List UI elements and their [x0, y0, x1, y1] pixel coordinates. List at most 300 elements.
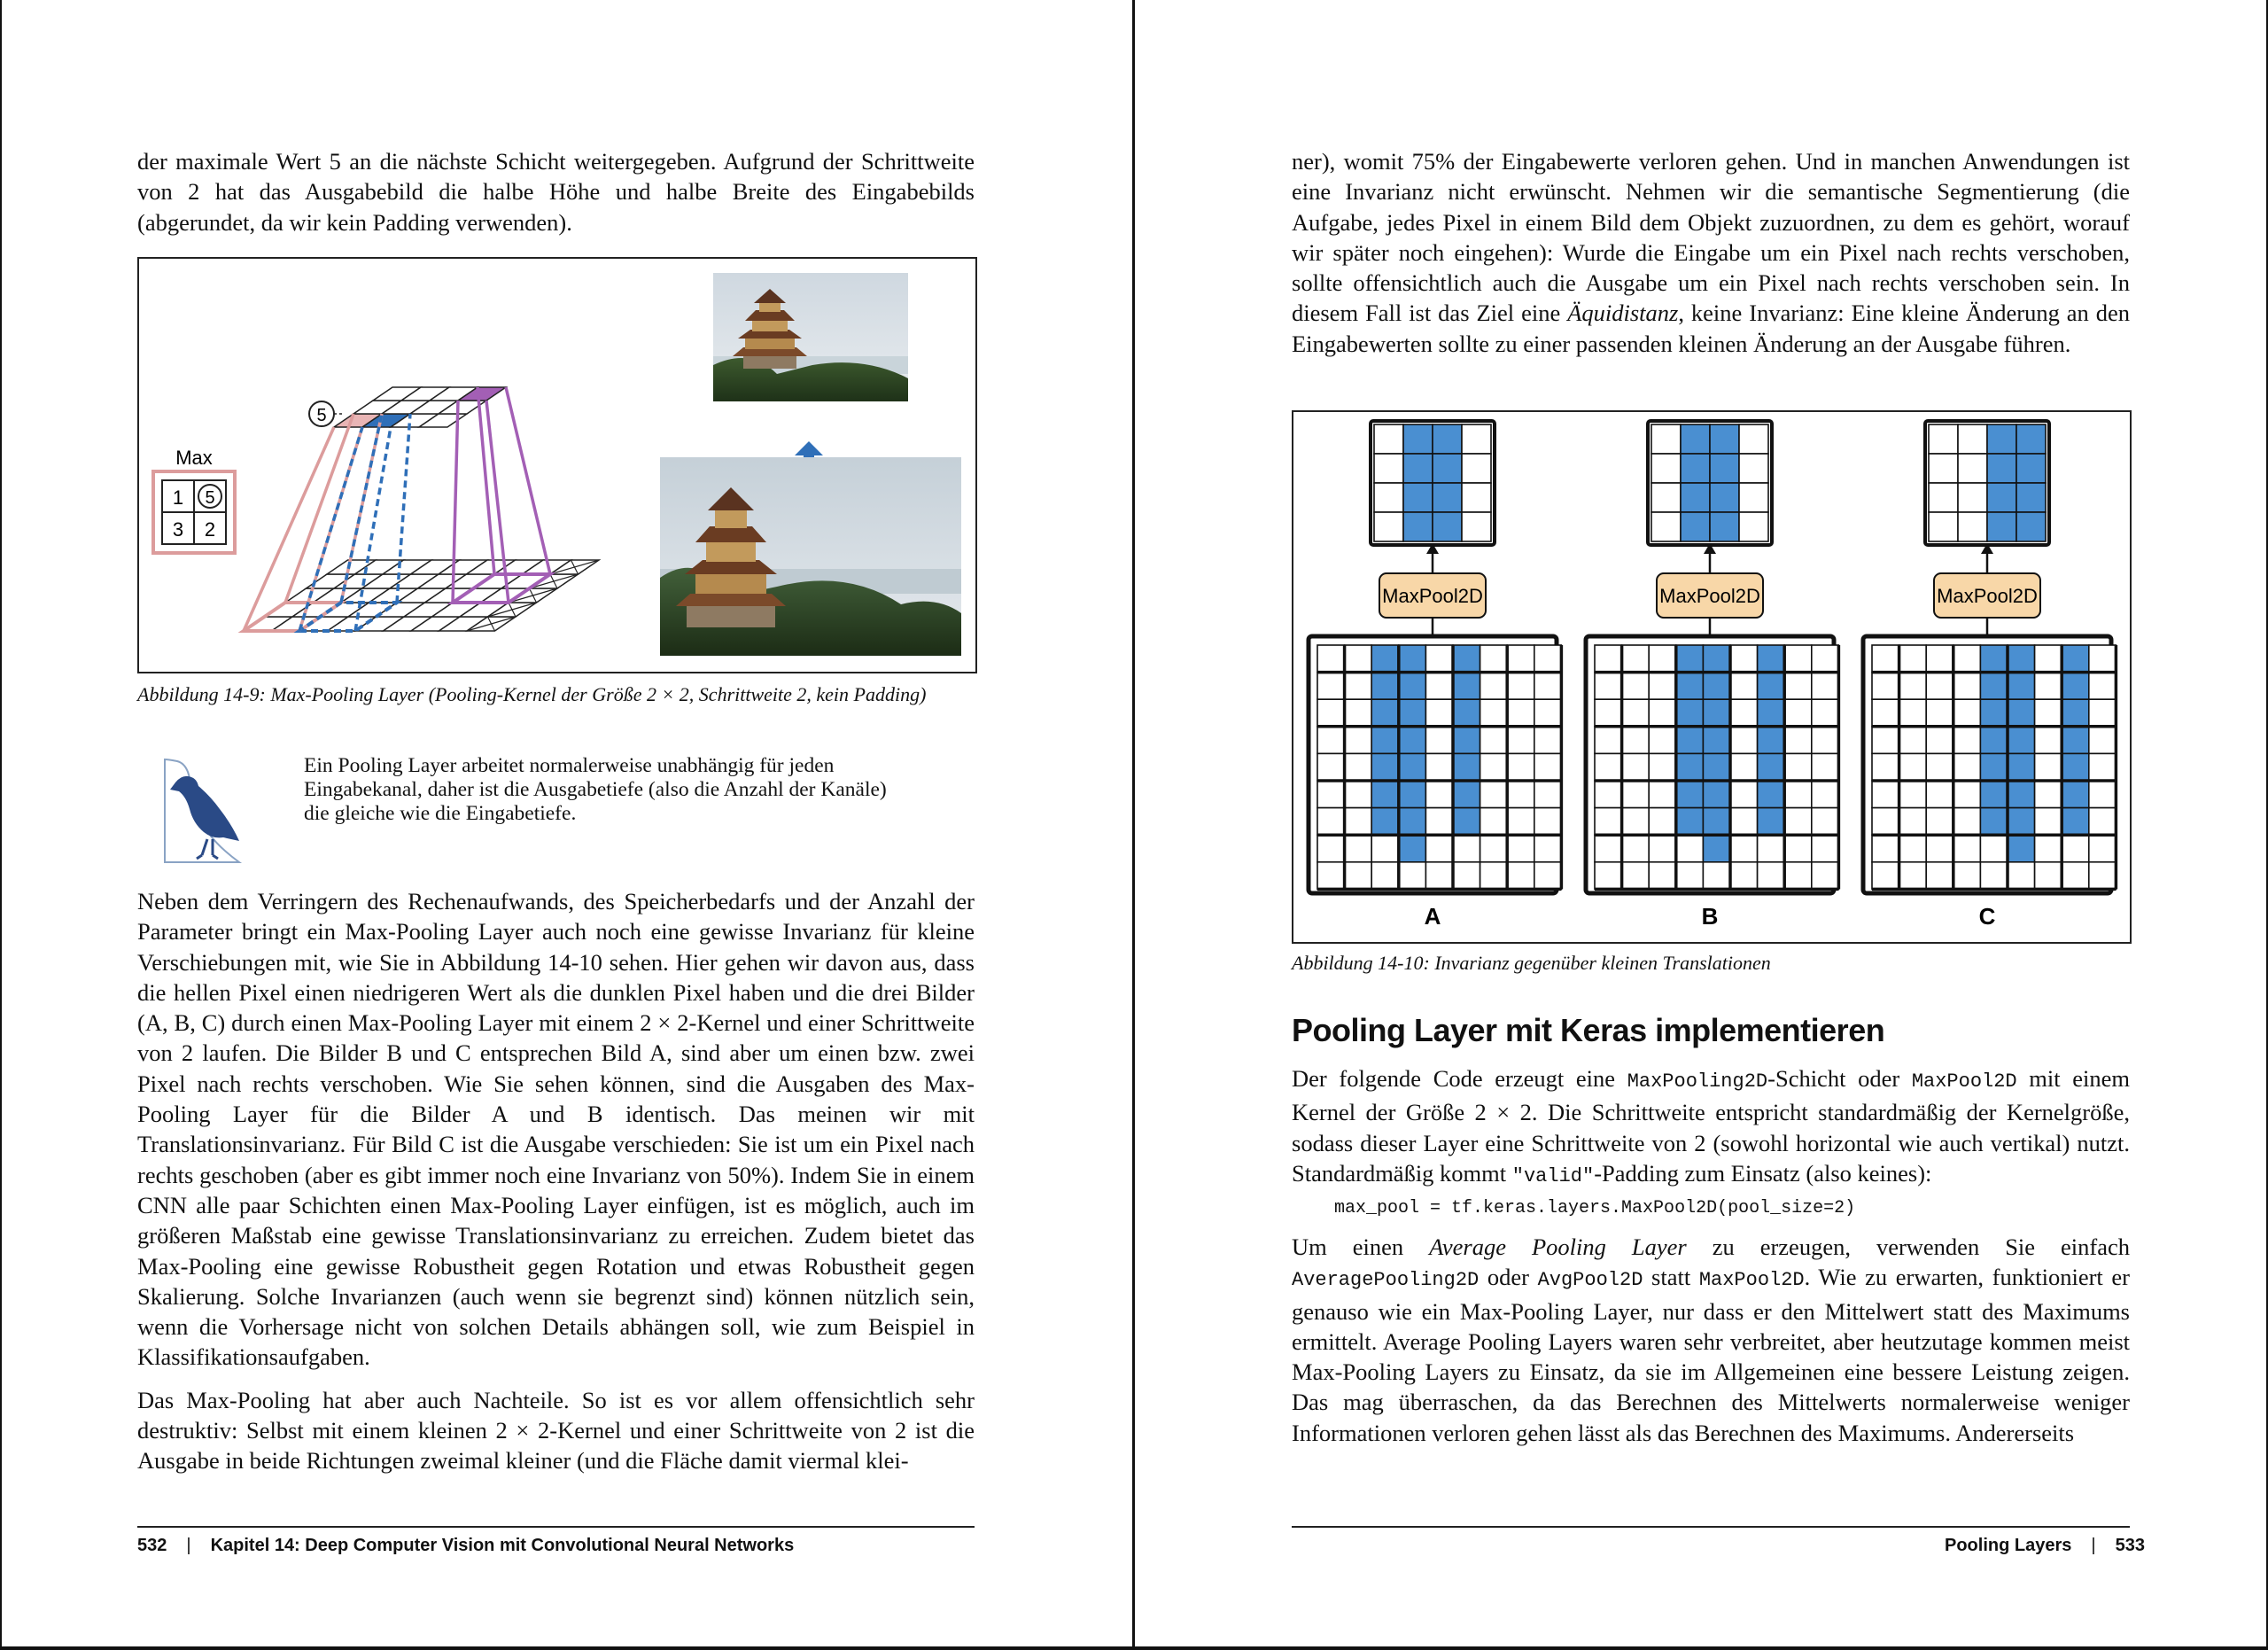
input-pixel — [1480, 699, 1508, 727]
input-pixel — [1980, 753, 2008, 781]
input-pixel — [1926, 835, 1953, 862]
input-pixel — [1730, 862, 1758, 890]
input-pixel — [1872, 781, 1899, 808]
input-pixel — [1649, 673, 1676, 700]
input-pixel — [1507, 862, 1534, 890]
input-pixel — [2035, 673, 2062, 700]
input-pixel — [1371, 753, 1399, 781]
output-pixel — [1710, 424, 1739, 454]
inline-code: AveragePooling2D — [1292, 1269, 1480, 1292]
input-pixel — [1622, 835, 1650, 862]
input-pixel — [1676, 862, 1704, 890]
output-pixel — [1987, 483, 2016, 512]
input-pixel — [1899, 727, 1927, 754]
input-pixel — [1812, 727, 1839, 754]
maxpool-label: MaxPool2D — [1382, 585, 1483, 607]
input-pixel — [1812, 645, 1839, 673]
input-pixel — [1812, 753, 1839, 781]
output-pixel — [1374, 512, 1403, 541]
input-pixel — [1399, 753, 1426, 781]
input-pixel — [1926, 699, 1953, 727]
input-pixel — [1345, 645, 1372, 673]
input-pixel — [1345, 727, 1372, 754]
input-pixel — [1730, 673, 1758, 700]
max-label: Max — [175, 447, 213, 469]
input-pixel — [1595, 808, 1622, 836]
input-pixel — [1622, 862, 1650, 890]
input-pixel — [1534, 699, 1562, 727]
output-pixel — [1462, 454, 1491, 483]
input-pixel — [1872, 673, 1899, 700]
output-pixel — [1651, 424, 1681, 454]
input-pixel — [1784, 781, 1812, 808]
input-pixel — [1953, 862, 1981, 890]
kernel-cell: 5 — [205, 488, 215, 508]
input-pixel — [1784, 753, 1812, 781]
input-pixel — [1812, 835, 1839, 862]
gutter-divider — [1132, 0, 1135, 1650]
input-pixel — [1399, 645, 1426, 673]
output-pixel — [1987, 454, 2016, 483]
input-pixel — [1980, 835, 2008, 862]
input-pixel — [1345, 862, 1372, 890]
output-pixel — [1651, 483, 1681, 512]
input-pixel — [1703, 835, 1730, 862]
input-pixel — [1953, 835, 1981, 862]
input-pixel — [1953, 727, 1981, 754]
input-pixel — [1872, 645, 1899, 673]
input-pixel — [2089, 781, 2117, 808]
input-pixel — [2008, 753, 2035, 781]
input-pixel — [1784, 835, 1812, 862]
input-pixel — [1622, 727, 1650, 754]
output-pixel — [1433, 424, 1462, 454]
input-pixel — [2008, 808, 2035, 836]
input-pixel — [1622, 781, 1650, 808]
input-pixel — [1730, 835, 1758, 862]
input-pixel — [1899, 699, 1927, 727]
page-edge — [0, 0, 2, 1650]
body-paragraph: der maximale Wert 5 an die nächste Schicht weitergegeben. Aufgrund der Schrittweite von 2 hat das Ausgabebild die halbe Höhe und halbe Breite des Eingabebilds (abgerundet, da wir kein Padding verwenden). — [137, 148, 975, 236]
input-pixel — [1899, 862, 1927, 890]
output-pixel — [2016, 512, 2046, 541]
input-pixel — [1703, 645, 1730, 673]
output-pixel — [1987, 512, 2016, 541]
input-pixel — [1872, 699, 1899, 727]
output-pixel — [1681, 454, 1710, 483]
input-pixel — [1425, 781, 1453, 808]
input-pixel — [2035, 753, 2062, 781]
input-pixel — [1703, 699, 1730, 727]
input-pixel — [1649, 727, 1676, 754]
input-pixel — [1425, 808, 1453, 836]
input-pixel — [1676, 673, 1704, 700]
input-pixel — [1317, 835, 1345, 862]
input-pixel — [1758, 727, 1785, 754]
panel-label: A — [1424, 903, 1441, 930]
note-block — [304, 754, 893, 826]
output-pixel — [2016, 424, 2046, 454]
input-pixel — [1812, 781, 1839, 808]
output-pixel — [1651, 512, 1681, 541]
maxpool-label: MaxPool2D — [1937, 585, 2038, 607]
input-pixel — [1758, 835, 1785, 862]
output-pixel — [1929, 483, 1958, 512]
input-pixel — [1453, 808, 1480, 836]
output-pixel — [1374, 483, 1403, 512]
note-text: Ein Pooling Layer arbeitet normalerweise unabhängig für jeden Eingabekanal, daher ist die Ausgabetiefe (also die Anzahl der Kanäle) die gleiche wie die Eingabetiefe. — [304, 754, 887, 825]
input-pixel — [1480, 808, 1508, 836]
pagoda-photo-small — [713, 273, 908, 401]
output-pixel — [2016, 483, 2046, 512]
input-pixel — [2035, 645, 2062, 673]
input-pixel — [1317, 808, 1345, 836]
input-pixel — [1926, 808, 1953, 836]
input-pixel — [1980, 645, 2008, 673]
input-pixel — [2089, 699, 2117, 727]
input-pixel — [1399, 727, 1426, 754]
output-pixel — [1739, 424, 1768, 454]
page-number: 533 — [2115, 1536, 2145, 1555]
input-pixel — [1371, 781, 1399, 808]
input-pixel — [1371, 699, 1399, 727]
input-pixel — [1399, 781, 1426, 808]
footer-rule — [1292, 1526, 2130, 1528]
left-body — [137, 886, 975, 1476]
input-pixel — [1399, 835, 1426, 862]
input-pixel — [1872, 835, 1899, 862]
input-pixel — [1758, 699, 1785, 727]
input-pixel — [1676, 699, 1704, 727]
input-pixel — [2008, 645, 2035, 673]
input-pixel — [1317, 727, 1345, 754]
input-pixel — [1345, 781, 1372, 808]
input-pixel — [1595, 753, 1622, 781]
input-pixel — [1453, 781, 1480, 808]
input-pixel — [1953, 781, 1981, 808]
input-pixel — [2062, 727, 2089, 754]
maxpool-label: MaxPool2D — [1659, 585, 1760, 607]
input-pixel — [1953, 753, 1981, 781]
input-pixel — [2062, 808, 2089, 836]
input-pixel — [1676, 781, 1704, 808]
input-pixel — [1371, 645, 1399, 673]
input-pixel — [1534, 835, 1562, 862]
output-pixel — [1433, 454, 1462, 483]
input-pixel — [1480, 753, 1508, 781]
input-pixel — [1480, 781, 1508, 808]
figure-caption: Abbildung 14-10: Invarianz gegenüber kleinen Translationen — [1292, 952, 1771, 974]
input-pixel — [1899, 673, 1927, 700]
input-pixel — [2008, 862, 2035, 890]
input-pixel — [1872, 862, 1899, 890]
emphasis: Average Pooling Layer — [1429, 1234, 1687, 1260]
input-pixel — [2008, 835, 2035, 862]
svg-text:5: 5 — [316, 406, 327, 425]
input-pixel — [1507, 835, 1534, 862]
panel-label: B — [1701, 903, 1719, 930]
input-pixel — [1730, 808, 1758, 836]
pooling-panel — [1586, 421, 1838, 930]
input-pixel — [1534, 862, 1562, 890]
input-pixel — [1534, 727, 1562, 754]
input-pixel — [1622, 645, 1650, 673]
input-pixel — [2062, 699, 2089, 727]
kernel-cell: 2 — [204, 518, 216, 541]
input-pixel — [1649, 808, 1676, 836]
input-pixel — [1425, 753, 1453, 781]
input-pixel — [1345, 835, 1372, 862]
input-pixel — [1758, 862, 1785, 890]
input-pixel — [1425, 673, 1453, 700]
right-body-2 — [1292, 1232, 2130, 1448]
input-pixel — [1317, 645, 1345, 673]
input-pixel — [1703, 673, 1730, 700]
output-pixel — [1710, 454, 1739, 483]
input-pixel — [1345, 753, 1372, 781]
input-pixel — [2062, 753, 2089, 781]
input-pixel — [1595, 862, 1622, 890]
input-pixel — [2089, 727, 2117, 754]
inline-code: MaxPool2D — [1911, 1070, 2017, 1093]
input-pixel — [2089, 645, 2117, 673]
inline-code: AvgPool2D — [1537, 1269, 1643, 1292]
output-pixel — [1710, 512, 1739, 541]
input-pixel — [1953, 808, 1981, 836]
output-pixel — [1433, 483, 1462, 512]
body-paragraph: Das Max-Pooling hat aber auch Nachteile. So ist es vor allem offensichtlich sehr destruktiv: Selbst mit einem kleinen 2 × 2-Kernel und einer Schrittweite von 2 ist die Ausgabe in beide Richtungen zweimal kleiner (und die Fläche damit viermal klei- — [137, 1386, 975, 1475]
kernel-cell: 3 — [172, 518, 184, 541]
input-pixel — [1534, 781, 1562, 808]
input-pixel — [1926, 781, 1953, 808]
input-pixel — [1507, 645, 1534, 673]
input-pixel — [2008, 699, 2035, 727]
input-pixel — [2008, 727, 2035, 754]
input-pixel — [1453, 727, 1480, 754]
input-pixel — [1980, 727, 2008, 754]
input-pixel — [1730, 727, 1758, 754]
input-pixel — [1730, 645, 1758, 673]
input-pixel — [1595, 673, 1622, 700]
figure-14-10 — [1292, 410, 2132, 944]
input-pixel — [1676, 835, 1704, 862]
pooling-panel — [1309, 421, 1561, 930]
input-pixel — [1649, 835, 1676, 862]
input-pixel — [1317, 673, 1345, 700]
input-pixel — [1317, 699, 1345, 727]
footer-right: Pooling Layers | 533 — [1945, 1536, 2145, 1555]
output-pixel — [1958, 424, 1987, 454]
input-pixel — [1453, 699, 1480, 727]
input-pixel — [1649, 699, 1676, 727]
output-pixel — [1958, 483, 1987, 512]
input-pixel — [1595, 727, 1622, 754]
input-pixel — [1371, 808, 1399, 836]
input-pixel — [1649, 781, 1676, 808]
input-pixel — [1371, 862, 1399, 890]
input-pixel — [2035, 808, 2062, 836]
section-title: Pooling Layers — [1945, 1536, 2072, 1555]
kernel-cell: 1 — [172, 486, 184, 509]
input-pixel — [1676, 753, 1704, 781]
figure-14-10-caption-wrap — [1292, 951, 2130, 976]
input-pixel — [2089, 808, 2117, 836]
input-pixel — [1730, 781, 1758, 808]
input-pixel — [1784, 673, 1812, 700]
input-pixel — [1703, 727, 1730, 754]
input-pixel — [1676, 727, 1704, 754]
input-pixel — [2089, 753, 2117, 781]
output-pixel — [1958, 454, 1987, 483]
output-pixel — [1433, 512, 1462, 541]
input-pixel — [1926, 753, 1953, 781]
input-pixel — [1622, 699, 1650, 727]
input-pixel — [1534, 808, 1562, 836]
input-pixel — [2035, 727, 2062, 754]
input-pixel — [1953, 673, 1981, 700]
output-pixel — [1739, 483, 1768, 512]
input-pixel — [1676, 645, 1704, 673]
input-pixel — [1784, 862, 1812, 890]
input-pixel — [1453, 835, 1480, 862]
output-pixel — [1462, 512, 1491, 541]
pagoda-photo-large — [660, 457, 961, 656]
figure-14-9-caption-wrap — [137, 682, 952, 707]
input-pixel — [1899, 753, 1927, 781]
input-pixel — [1926, 727, 1953, 754]
output-pixel — [1651, 454, 1681, 483]
translation-invariance-diagram — [1293, 412, 2130, 942]
kernel-connector — [478, 387, 494, 574]
output-pixel — [1958, 512, 1987, 541]
input-pixel — [1345, 673, 1372, 700]
input-pixel — [1649, 645, 1676, 673]
input-pixel — [1703, 753, 1730, 781]
max-kernel-box — [153, 447, 235, 553]
input-pixel — [1480, 727, 1508, 754]
input-pixel — [1507, 808, 1534, 836]
chapter-title: Kapitel 14: Deep Computer Vision mit Convolutional Neural Networks — [210, 1536, 795, 1555]
input-pixel — [1425, 727, 1453, 754]
input-pixel — [2062, 862, 2089, 890]
input-pixel — [1595, 835, 1622, 862]
input-pixel — [1317, 781, 1345, 808]
page-number: 532 — [137, 1536, 167, 1555]
input-pixel — [1507, 673, 1534, 700]
input-pixel — [1595, 645, 1622, 673]
input-pixel — [1926, 862, 1953, 890]
input-pixel — [1345, 699, 1372, 727]
raven-note-icon — [158, 756, 255, 867]
input-pixel — [1758, 673, 1785, 700]
output-pixel — [2016, 454, 2046, 483]
page-edge — [0, 1646, 2268, 1650]
input-pixel — [1425, 645, 1453, 673]
input-pixel — [2035, 699, 2062, 727]
emphasis: Äquidistanz — [1567, 300, 1679, 327]
input-pixel — [1784, 727, 1812, 754]
input-pixel — [1649, 753, 1676, 781]
input-pixel — [1676, 808, 1704, 836]
pooling-panel — [1863, 421, 2116, 930]
input-pixel — [1703, 808, 1730, 836]
input-pixel — [1453, 673, 1480, 700]
input-pixel — [1980, 673, 2008, 700]
code-line: max_pool = tf.keras.layers.MaxPool2D(pool_size=2) — [1334, 1198, 1856, 1218]
inline-code: "valid" — [1511, 1164, 1595, 1187]
input-pixel — [1758, 645, 1785, 673]
figure-caption: Abbildung 14-9: Max-Pooling Layer (Pooling-Kernel der Größe 2 × 2, Schrittweite 2, kein Padding) — [137, 683, 927, 705]
inline-code: MaxPooling2D — [1627, 1070, 1768, 1093]
input-pixel — [2062, 673, 2089, 700]
right-top-paragraph-wrap — [1292, 146, 2130, 359]
input-pixel — [1595, 699, 1622, 727]
input-pixel — [1758, 753, 1785, 781]
input-pixel — [1453, 645, 1480, 673]
input-pixel — [1899, 808, 1927, 836]
input-pixel — [1899, 781, 1927, 808]
output-pixel — [1987, 424, 2016, 454]
input-pixel — [1399, 862, 1426, 890]
input-pixel — [2062, 781, 2089, 808]
input-pixel — [1649, 862, 1676, 890]
panel-label: C — [1978, 903, 1996, 930]
input-pixel — [1872, 753, 1899, 781]
output-pixel — [1681, 512, 1710, 541]
input-pixel — [1622, 753, 1650, 781]
kernel-connector — [506, 387, 550, 574]
input-pixel — [1480, 645, 1508, 673]
body-paragraph: Neben dem Verringern des Rechenaufwands, des Speicherbedarfs und der Anzahl der Parameter bringt ein Max-Pooling Layer auch noch eine gewisse Invarianz für kleine Verschiebungen mit, wie Sie in Abbildung 14-10 sehen. Hier gehen wir davon aus, dass die hellen Pixel einen niedrigeren Wert als die dunklen Pixel haben und die drei Bilder (A, B, C) durch einen Max-Pooling Layer mit einem 2 × 2-Kernel und einer Schrittweite von 2 laufen. Die Bilder B und C entsprechen Bild A, sind aber um einen bzw. zwei Pixel nach rechts verschoben. Wie Sie sehen können, sind die Ausgaben des Max-Pooling Layer für die Bilder A und B identisch. Das meinen wir mit Translationsinvarianz. Für Bild C ist die Ausgabe verschieden: Sie ist um ein Pixel nach rechts geschoben (aber es gibt immer noch eine Invarianz von 50%). Indem Sie in einem CNN alle paar Schichten einen Max-Pooling Layer einfügen, ist es möglich, auch im größeren Maßstab eine gewisse Translationsinvarianz zu erreichen. Zudem bietet das Max-Pooling eine gewisse Robustheit gegen Rotation und etwas Robustheit gegen Skalierung. Solche Invarianzen (auch wenn sie begrenzt sind) können nützlich sein, wenn die Vorhersage nicht von solchen Details abhängen soll, wie zum Beispiel in Klassifikationsaufgaben. — [137, 888, 975, 1371]
input-pixel — [1425, 699, 1453, 727]
output-pixel — [1929, 424, 1958, 454]
input-pixel — [1926, 645, 1953, 673]
input-pixel — [1730, 699, 1758, 727]
output-pixel — [1681, 483, 1710, 512]
input-pixel — [1534, 673, 1562, 700]
output-pixel — [1929, 512, 1958, 541]
input-pixel — [1480, 862, 1508, 890]
circled-five — [309, 401, 345, 426]
input-pixel — [1899, 645, 1927, 673]
max-pooling-diagram — [139, 259, 975, 672]
output-pixel — [1462, 424, 1491, 454]
input-pixel — [1480, 673, 1508, 700]
input-pixel — [2089, 862, 2117, 890]
input-pixel — [1622, 673, 1650, 700]
output-pixel — [1739, 512, 1768, 541]
output-pixel — [1462, 483, 1491, 512]
code-block — [1334, 1198, 2132, 1218]
input-pixel — [1812, 699, 1839, 727]
input-pixel — [1758, 808, 1785, 836]
input-pixel — [1872, 727, 1899, 754]
output-pixel — [1710, 483, 1739, 512]
input-pixel — [1453, 862, 1480, 890]
input-pixel — [1480, 835, 1508, 862]
input-pixel — [2035, 862, 2062, 890]
input-pixel — [1730, 753, 1758, 781]
input-pixel — [1534, 753, 1562, 781]
output-pixel — [1739, 454, 1768, 483]
input-pixel — [1317, 862, 1345, 890]
output-pixel — [1403, 483, 1433, 512]
section-heading: Pooling Layer mit Keras implementieren — [1292, 1012, 1885, 1048]
input-pixel — [1926, 673, 1953, 700]
output-pixel — [1374, 424, 1403, 454]
input-pixel — [1784, 699, 1812, 727]
input-pixel — [1622, 808, 1650, 836]
